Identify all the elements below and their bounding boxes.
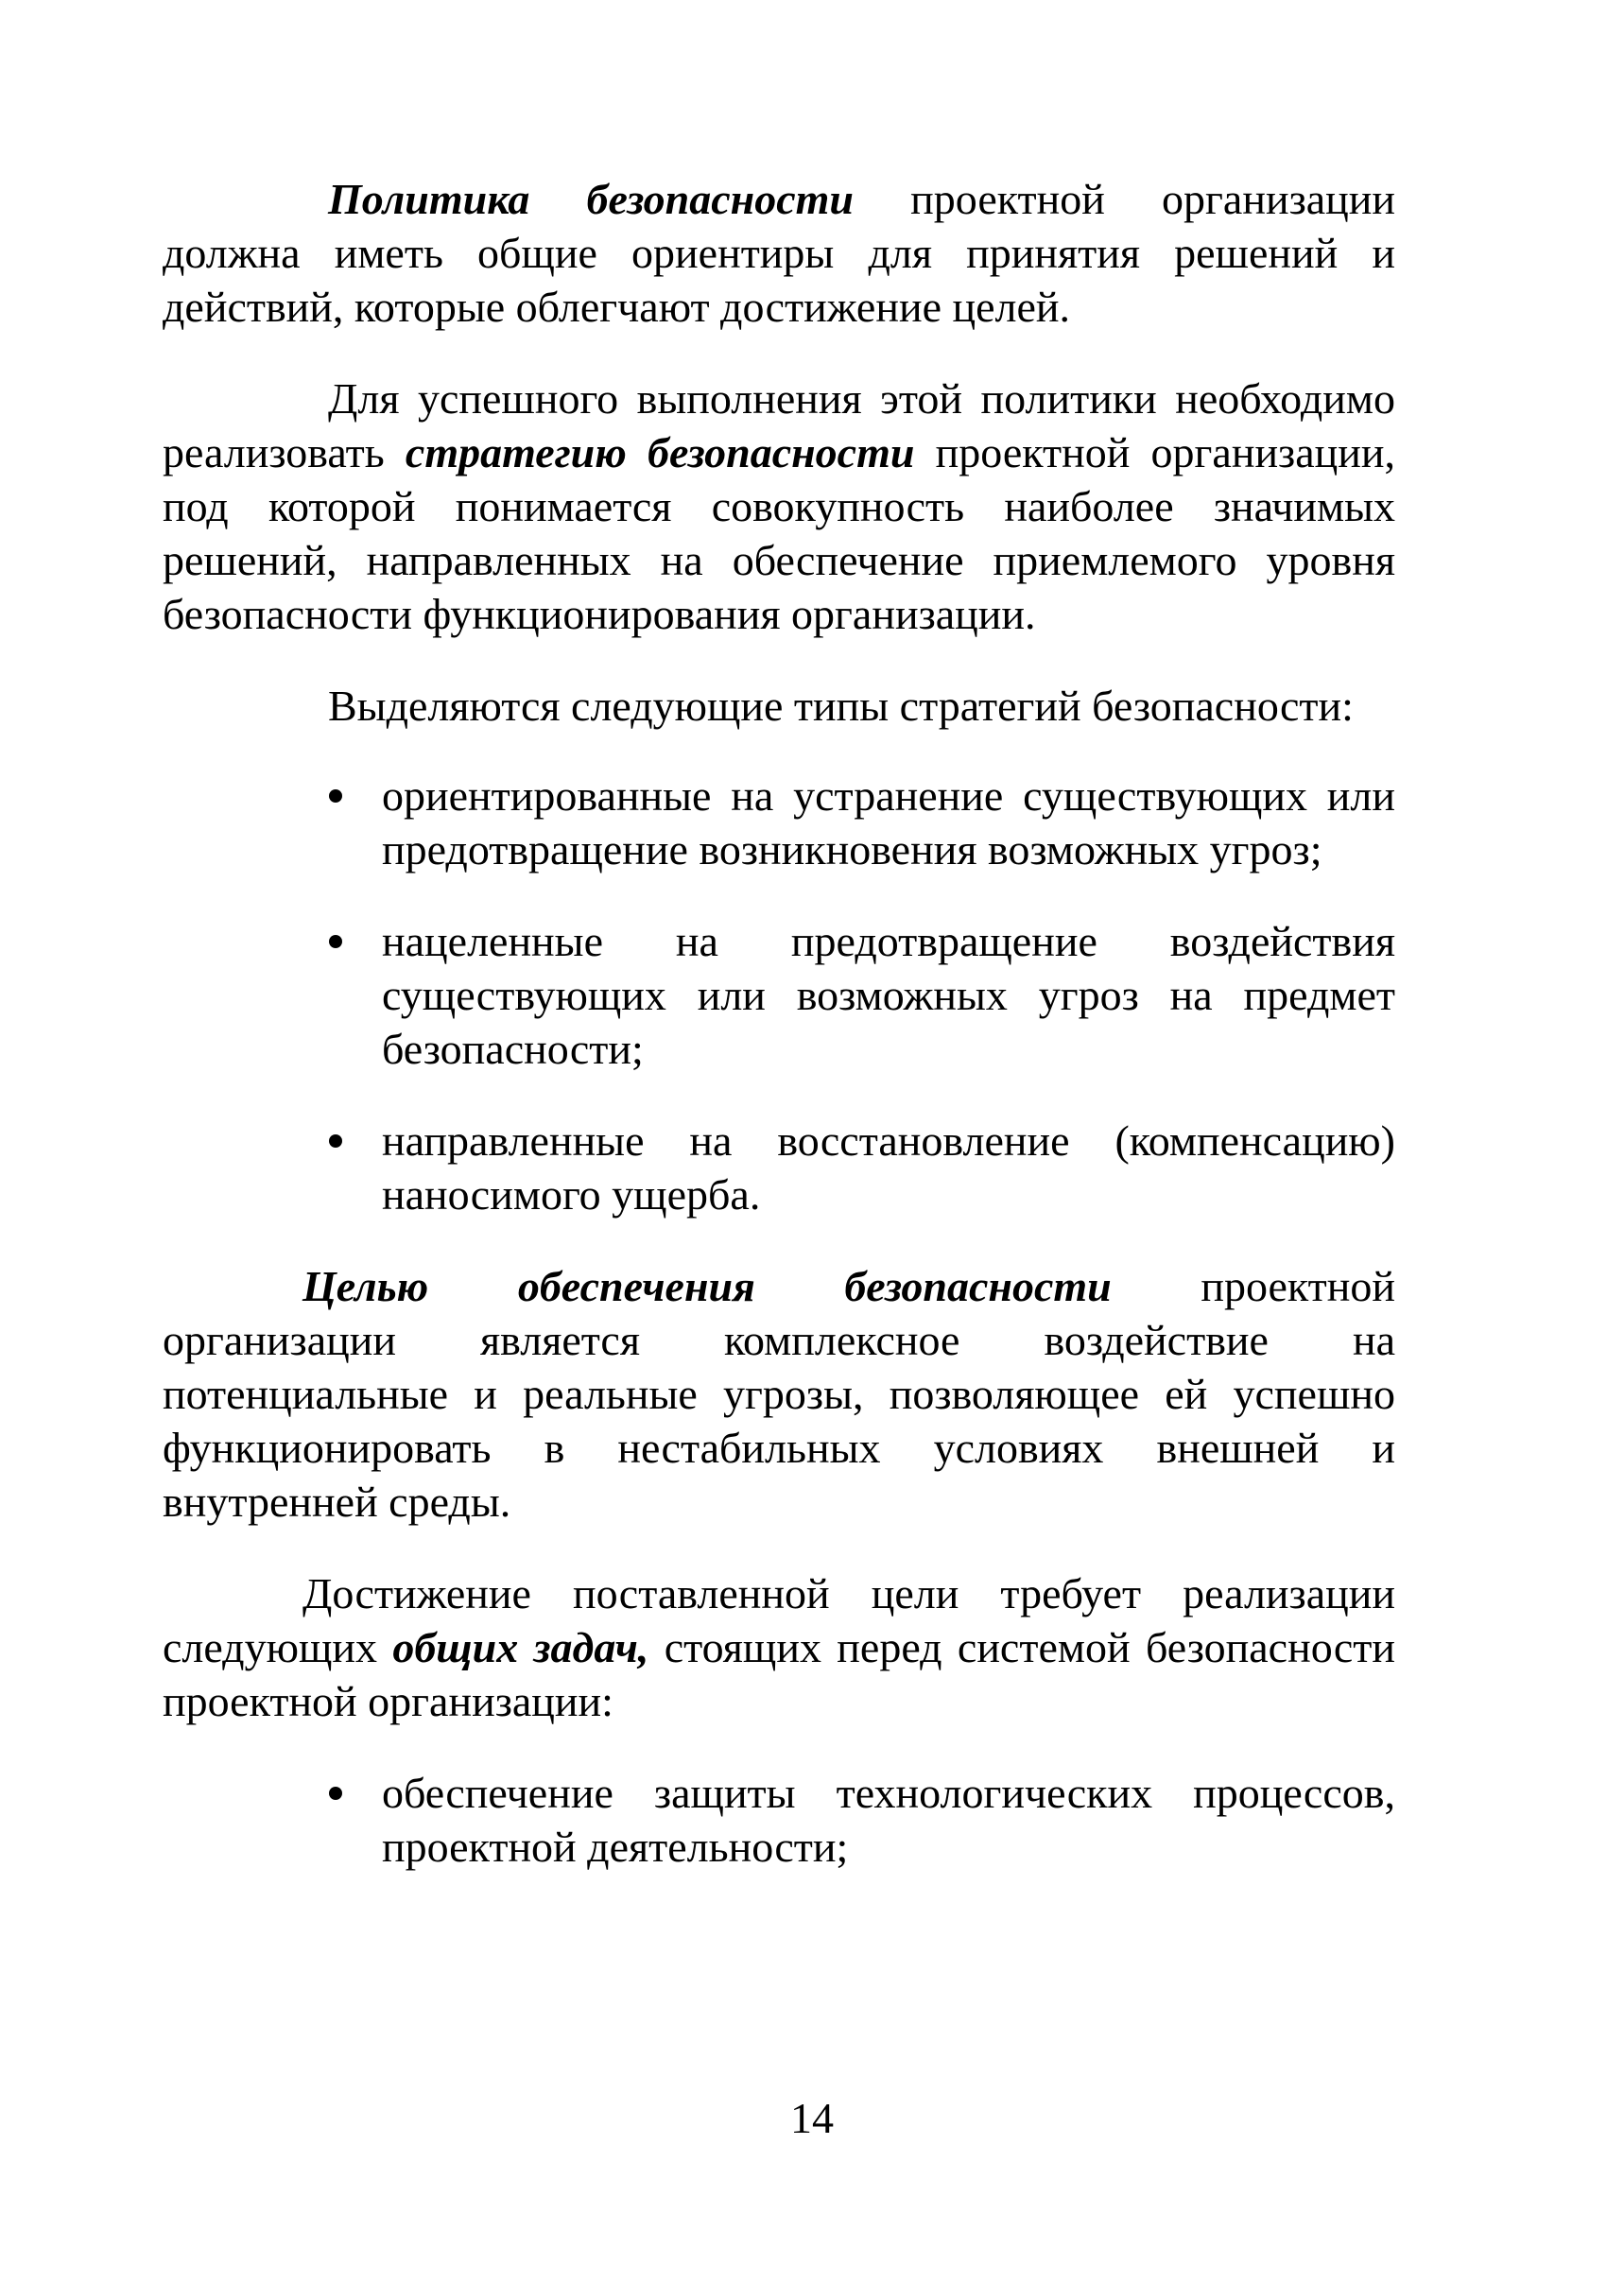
- paragraph-text: проектной организации является комплексное воздействие на потенциальные и реальные угрозы, позволяющее ей успешно функционировать в нестабильных условиях внешней и внутренней среды.: [163, 1262, 1395, 1526]
- list-item-text: направленные на восстановление (компенсацию) наносимого ущерба.: [382, 1116, 1395, 1219]
- list-item: [163, 1766, 1395, 1874]
- paragraph-strategy-types-intro: [163, 679, 1395, 733]
- bullet-icon: [329, 1787, 342, 1800]
- term-security-goal: Целью обеспечения безопасности: [302, 1262, 1112, 1310]
- tasks-list: [163, 1766, 1395, 1874]
- paragraph-text: Выделяются следующие типы стратегий безопасности:: [328, 682, 1354, 730]
- list-item: [163, 769, 1395, 876]
- paragraph-general-tasks: [163, 1566, 1395, 1728]
- list-item: [163, 914, 1395, 1076]
- list-item: [163, 1114, 1395, 1221]
- page-number: 14: [790, 2094, 834, 2142]
- page-body: [163, 172, 1395, 1911]
- strategy-types-list: [163, 769, 1395, 1221]
- paragraph-security-policy: [163, 172, 1395, 334]
- paragraph-text: проектной организации должна иметь общие ориентиры для принятия решений и действий, которые облегчают достижение целей.: [163, 175, 1396, 331]
- bullet-icon: [329, 789, 342, 803]
- term-general-tasks: общих задач,: [392, 1623, 649, 1671]
- list-item-text: нацеленные на предотвращение воздействия существующих или возможных угроз на предмет безопасности;: [382, 917, 1395, 1073]
- list-item-text: ориентированные на устранение существующих или предотвращение возникновения возможных угроз;: [382, 771, 1395, 873]
- list-item-text: обеспечение защиты технологических процессов, проектной деятельности;: [382, 1769, 1395, 1871]
- paragraph-text: стоящих перед системой безопасности проектной организации:: [163, 1623, 1395, 1725]
- paragraph-text: Достижение поставленной цели требует реализации следующих: [163, 1569, 1395, 1671]
- paragraph-security-strategy: [163, 372, 1395, 641]
- term-security-strategy: стратегию безопасности: [405, 428, 915, 476]
- paragraph-security-goal: [163, 1259, 1395, 1529]
- bullet-icon: [329, 1134, 342, 1148]
- paragraph-text: проектной организации, под которой понимается совокупность наиболее значимых решений, направленных на обеспечение приемлемого уровня безопасности функционирования организации.: [163, 428, 1395, 638]
- term-security-policy: Политика безопасности: [328, 175, 854, 223]
- paragraph-text: Для успешного выполнения этой политики необходимо реализовать: [163, 374, 1395, 476]
- bullet-icon: [329, 935, 342, 948]
